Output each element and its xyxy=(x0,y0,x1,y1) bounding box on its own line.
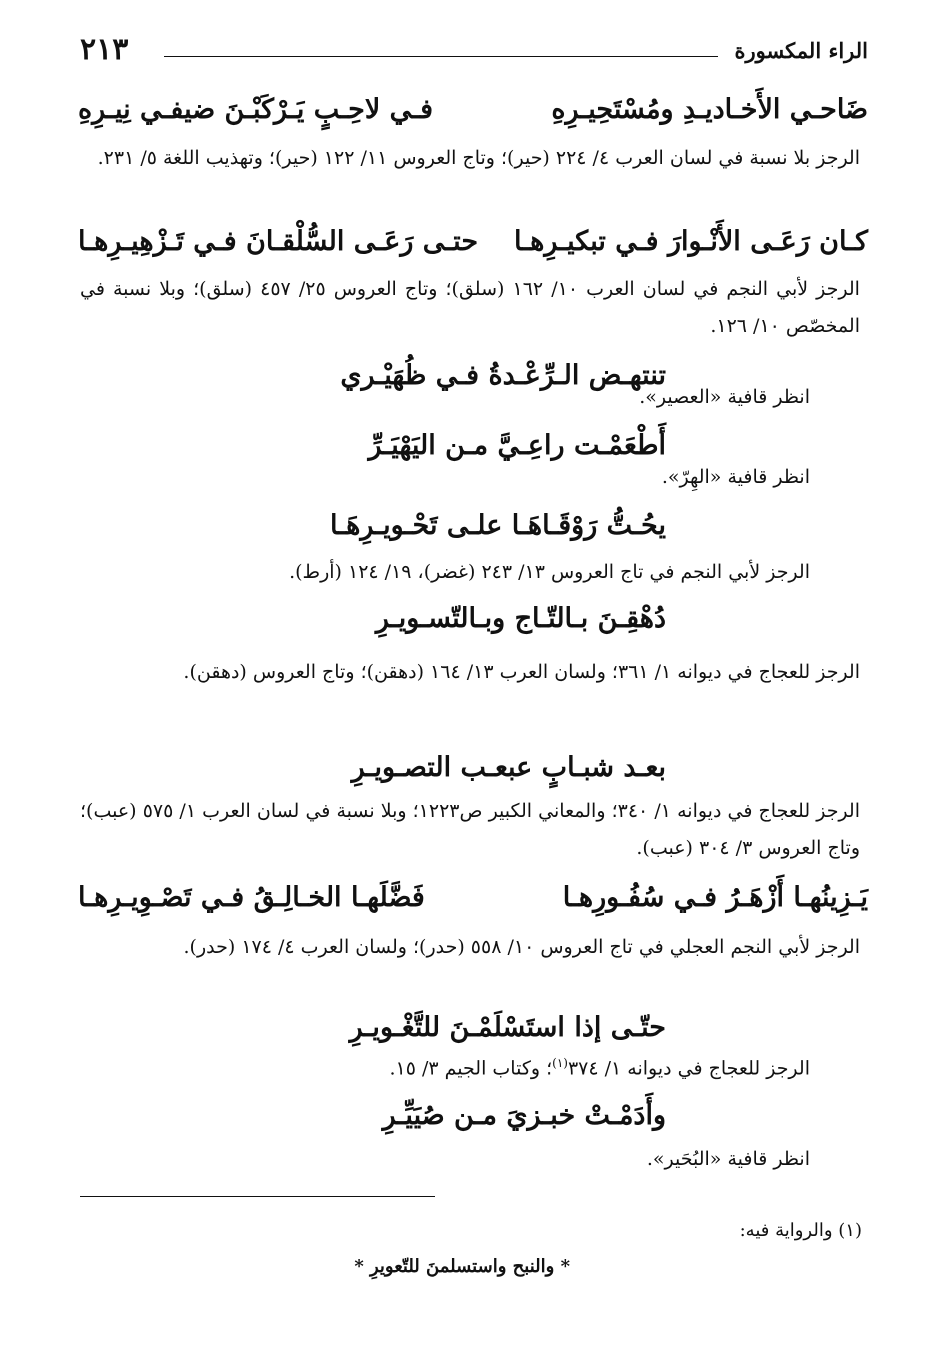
verse-line: أَطْعَمْـت راعِـيَّ مـن اليَهْيَـرِّ xyxy=(368,430,666,461)
verse-hemistich: يَـزِينُهـا أَزْهَـرُ فـي سُفُـورِهـا xyxy=(562,882,868,913)
source-note: الرجز للعجاج في ديوانه ١/ ٣٦١؛ ولسان العرب ١٣/ ١٦٤ (دهقن)؛ وتاج العروس (دهقن). xyxy=(183,661,860,683)
footnote-rule xyxy=(80,1196,435,1197)
verse-couplet xyxy=(78,226,868,274)
verse-line: وأَدَمْـتْ خبـزيَ مـن صُيَيِّـرِ xyxy=(382,1100,666,1131)
header-rule xyxy=(164,56,718,57)
verse-line: بعـد شبـابٍ عبعـب التصـويـرِ xyxy=(351,752,666,783)
source-note: انظر قافية «البُحَير». xyxy=(646,1148,810,1170)
source-note: الرجز لأبي النجم في تاج العروس ١٣/ ٢٤٣ (غضر)، ١٩/ ١٢٤ (أرط). xyxy=(289,561,810,583)
verse-couplet xyxy=(78,882,868,930)
verse-couplet xyxy=(78,94,868,142)
source-note: الرجز بلا نسبة في لسان العرب ٤/ ٢٢٤ (حير)؛ وتاج العروس ١١/ ١٢٢ (حير)؛ وتهذيب اللغة ٥/ ٢٣١. xyxy=(97,147,860,169)
verse-line: دُهْقِـنَ بـالتّـاج وبـالتّسـويـرِ xyxy=(375,603,666,634)
verse-line: يحُـتُّ رَوْقَـاهَـا علـى تَحْـويـرِهَـا xyxy=(329,510,666,541)
source-note: الرجز لأبي النجم العجلي في تاج العروس ١٠/ ٥٥٨ (حدر)؛ ولسان العرب ٤/ ١٧٤ (حدر). xyxy=(183,936,860,958)
source-note xyxy=(389,1056,810,1079)
verse-hemistich: فـي لاحِـبٍ يَـرْكَبْـنَ ضيفـي نِيـرِهِ xyxy=(78,94,433,125)
verse-hemistich: فَضَّلَهـا الخـالِـقُ فـي تَصْـوِيـرِهـا xyxy=(78,882,425,913)
page-header xyxy=(80,32,868,76)
verse-line: تنتهـض الـرِّعْـدةُ فـي ظُهَيْـري xyxy=(340,360,666,391)
verse-line: حتّـى إذا استَسْلَمْـنَ للتَّغْـويـرِ xyxy=(349,1012,666,1043)
source-note-text: ؛ وكتاب الجيم ٣/ ١٥. xyxy=(389,1057,553,1080)
running-head: الراء المكسورة xyxy=(734,38,868,63)
source-note: انظر قافية «الهِرّ». xyxy=(661,466,810,488)
source-note: الرجز لأبي النجم في لسان العرب ١٠/ ١٦٢ (سلق)؛ وتاج العروس ٢٥/ ٤٥٧ (سلق)؛ وبلا نسبة في المخصّص ١٠/ ١٢٦. xyxy=(80,278,860,337)
verse-hemistich: ضَاحـي الأَخـاديـدِ ومُسْتَحِيـرِهِ xyxy=(551,94,868,125)
footnote-label: (١) والرواية فيه: xyxy=(739,1220,862,1241)
source-note-text: الرجز للعجاج في ديوانه ١/ ٣٧٤ xyxy=(567,1057,810,1080)
footnote-marker: (١) xyxy=(552,1056,568,1070)
page-number: ٢١٣ xyxy=(80,32,129,67)
source-note: الرجز للعجاج في ديوانه ١/ ٣٤٠؛ والمعاني الكبير ص١٢٢٣؛ وبلا نسبة في لسان العرب ١/ ٥٧٥ (عبب)؛ وتاج العروس ٣/ ٣٠٤ (عبب). xyxy=(80,800,860,859)
verse-hemistich: كـان رَعَـى الأَنْـوارَ فـي تبكيـرِهـا xyxy=(513,226,868,257)
verse-hemistich: حتـى رَعَـى السُّلْقـانَ فـي تَـزْهِيـرِهـا xyxy=(78,226,479,257)
source-note: انظر قافية «العصير». xyxy=(639,386,810,408)
footnote-quote: * والنبح واستسلمنَ للتّعويرِ * xyxy=(354,1256,570,1277)
